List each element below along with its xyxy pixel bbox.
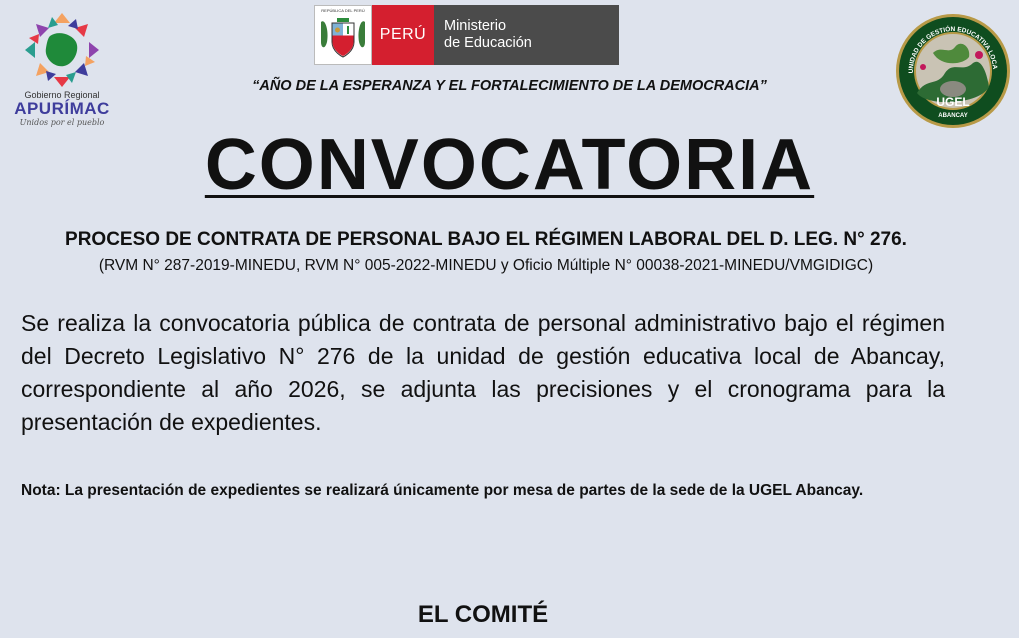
committee-signature: EL COMITÉ (417, 601, 549, 628)
ugel-name: UGEL (936, 95, 970, 109)
process-subtitle: PROCESO DE CONTRATA DE PERSONAL BAJO EL RÉGIMEN LABORAL DEL D. LEG. N° 276. (65, 229, 907, 250)
apurimac-label: APURÍMAC (14, 99, 110, 118)
ministerio-educacion-logo (314, 5, 619, 65)
peru-shield-icon (315, 8, 371, 64)
ministerio-line-1: Ministerio (444, 18, 507, 34)
ministerio-line-2: de Educación (444, 35, 532, 51)
page-title: CONVOCATORIA (204, 125, 815, 205)
ugel-seal-icon (893, 13, 1013, 129)
peru-label: PERÚ (372, 5, 434, 65)
submission-note: Nota: La presentación de expedientes se realizará únicamente por mesa de partes de la sede de la UGEL Abancay. (21, 482, 864, 499)
page-title-container (0, 124, 1019, 206)
apurimac-slogan: Unidos por el pueblo (19, 118, 105, 127)
gobierno-regional-label: Gobierno Regional (24, 90, 100, 100)
legal-references: (RVM N° 287-2019-MINEDU, RVM N° 005-2022-MINEDU y Oficio Múltiple N° 00038-2021-MINEDU/VMGIDIGC) (98, 257, 874, 274)
announcement-body: Se realiza la convocatoria pública de contrata de personal administrativo bajo el régimen del Decreto Legislativo N° 276 de la unidad de gestión educativa local de Abancay, correspondiente al año 2026, se adjunta las precisiones y el cronograma para la presentación de expedientes. (21, 310, 945, 435)
shield-caption: REPÚBLICA DEL PERÚ (321, 8, 365, 13)
ugel-abancay-seal (893, 13, 1013, 129)
ugel-ring-text: UNIDAD DE GESTIÓN EDUCATIVA LOCA (907, 25, 999, 74)
year-motto: “AÑO DE LA ESPERANZA Y EL FORTALECIMIENTO DE LA DEMOCRACIA” (252, 78, 767, 94)
peru-coat-of-arms (314, 5, 372, 65)
ministerio-label (434, 5, 619, 65)
ugel-city: ABANCAY (938, 113, 968, 119)
